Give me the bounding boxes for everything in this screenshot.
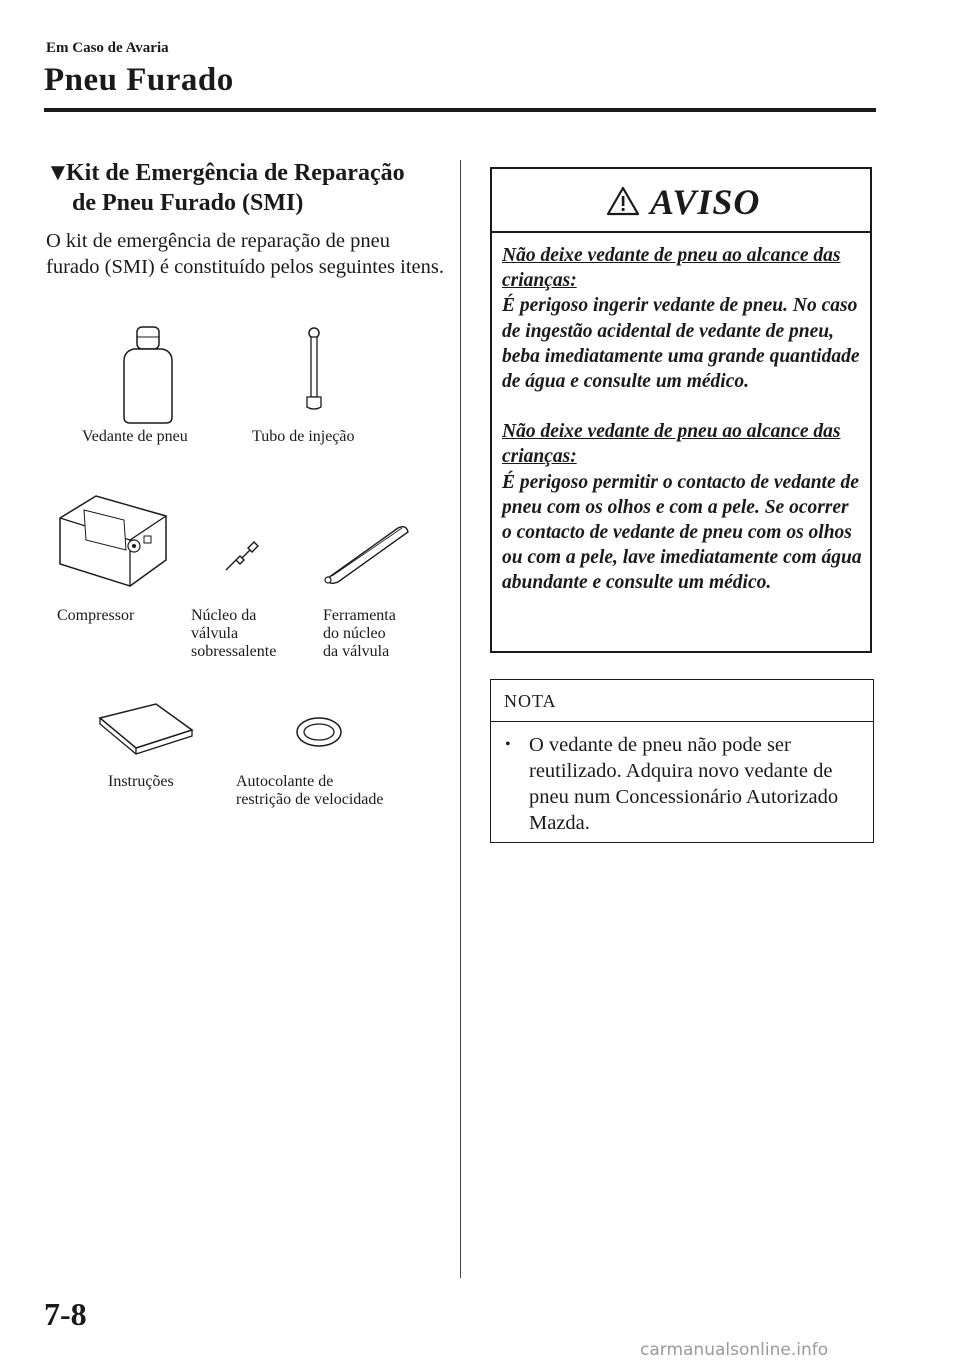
warning-heading-2: Não deixe vedante de pneu ao alcance das crianças: (502, 421, 841, 468)
page-number: 7-8 (44, 1296, 87, 1332)
caption-instructions: Instruções (108, 773, 174, 790)
speed-sticker-illustration (294, 714, 344, 750)
compressor-illustration (54, 490, 172, 592)
caption-injection-tube: Tubo de injeção (252, 428, 355, 445)
warning-box (490, 167, 872, 653)
page-title: Pneu Furado (44, 62, 234, 98)
note-title: NOTA (504, 691, 557, 711)
section-title-line1: Kit de Emergência de Reparação (66, 160, 405, 186)
caption-valve-core-tool: Ferramenta do núcleo da válvula (323, 607, 396, 660)
warning-text-1: É perigoso ingerir vedante de pneu. No caso de ingestão acidental de vedante de pneu, beba imediatamente uma grande quantidade de água e consulte um médico. (502, 295, 860, 393)
valve-core-tool-illustration (320, 520, 412, 586)
site-watermark: carmanualsonline.info (640, 1340, 829, 1360)
note-bullet-icon: • (505, 736, 511, 753)
section-intro: O kit de emergência de reparação de pneu furado (SMI) é constituído pelos seguintes itens. (46, 230, 444, 278)
warning-header (492, 169, 870, 233)
warning-text-2: É perigoso permitir o contacto de vedante de pneu com os olhos e com a pele. Se ocorrer o contacto de vedante de pneu com os olhos ou com a pele, lave imediatamente com água abundante e consulte um médico. (502, 471, 862, 594)
warning-heading-1: Não deixe vedante de pneu ao alcance das crianças: (502, 245, 841, 292)
note-box (490, 679, 874, 843)
header-rule (44, 108, 876, 112)
note-text: O vedante de pneu não pode ser reutilizado. Adquira novo vedante de pneu num Concessionário Autorizado Mazda. (529, 734, 839, 834)
warning-body (502, 243, 862, 596)
injection-tube-illustration (303, 327, 325, 413)
valve-core-illustration (222, 538, 262, 574)
sealant-bottle-illustration (118, 325, 178, 425)
warning-title: AVISO (650, 182, 761, 222)
section-title-line2: de Pneu Furado (SMI) (72, 190, 304, 216)
section-title (46, 158, 446, 218)
instructions-booklet-illustration (96, 700, 196, 758)
caption-valve-core: Núcleo da válvula sobressalente (191, 607, 277, 660)
caption-compressor: Compressor (57, 607, 135, 624)
caption-speed-sticker: Autocolante de restrição de velocidade (236, 773, 384, 808)
warning-triangle-icon (606, 185, 640, 217)
column-divider (460, 160, 461, 1278)
section-marker-icon: ▼ (46, 160, 70, 186)
chapter-label: Em Caso de Avaria (46, 40, 169, 56)
note-header (491, 680, 873, 722)
caption-sealant: Vedante de pneu (82, 428, 188, 445)
